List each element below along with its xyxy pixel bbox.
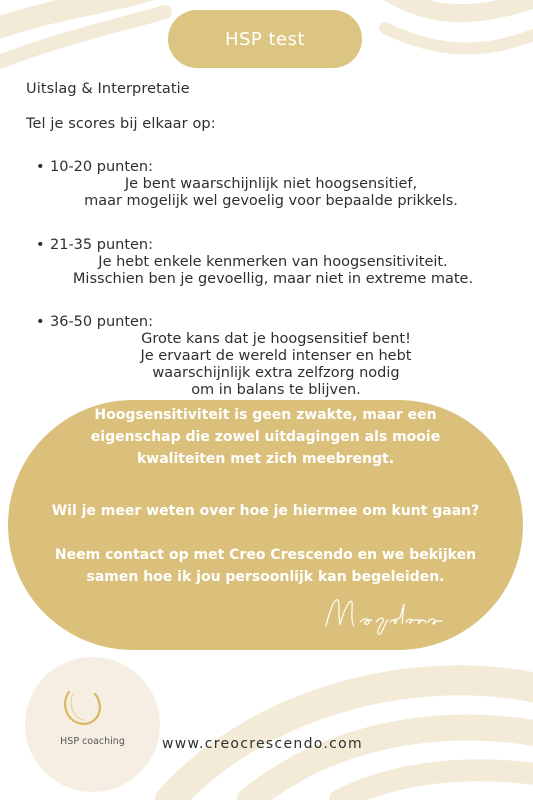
- score-item: [36, 314, 516, 399]
- instruction-text: Tel je scores bij elkaar op:: [26, 116, 216, 132]
- message-statement: Hoogsensitiviteit is geen zwakte, maar een eigenschap die zowel uitdagingen als mooie kwaliteiten met zich meebrengt.: [90, 407, 441, 467]
- score-range: 36-50 punten:: [50, 314, 154, 330]
- logo-ring-icon: [59, 682, 107, 730]
- results-heading: Uitslag & Interpretatie: [26, 81, 190, 97]
- score-range: 10-20 punten:: [50, 159, 154, 175]
- score-item: [36, 159, 516, 210]
- message-cta: Neem contact op met Creo Crescendo en we bekijken samen hoe ik jou persoonlijk kan begeleiden.: [54, 547, 477, 585]
- title-badge: [168, 10, 362, 68]
- message-question: Wil je meer weten over hoe je hiermee om kunt gaan?: [51, 503, 480, 519]
- score-range: 21-35 punten:: [50, 237, 154, 253]
- score-item: [36, 237, 516, 288]
- signature-image: [320, 590, 460, 640]
- score-description: Je hebt enkele kenmerken van hoogsensitiviteit. Misschien ben je gevoellig, maar niet in extreme mate.: [72, 254, 474, 287]
- bullet-icon: •: [36, 314, 45, 330]
- website-link[interactable]: www.creocrescendo.com: [162, 736, 363, 752]
- logo-text: HSP coaching: [60, 736, 125, 747]
- score-description: Grote kans dat je hoogsensitief bent! Je ervaart de wereld intenser en hebt waarschijnlijk extra zelfzorg nodig om in balans te blijven.: [140, 331, 412, 398]
- score-description: Je bent waarschijnlijk niet hoogsensitief, maar mogelijk wel gevoelig voor bepaalde prikkels.: [84, 176, 458, 209]
- bullet-icon: •: [36, 159, 45, 175]
- page-title: HSP test: [224, 28, 306, 50]
- bullet-icon: •: [36, 237, 45, 253]
